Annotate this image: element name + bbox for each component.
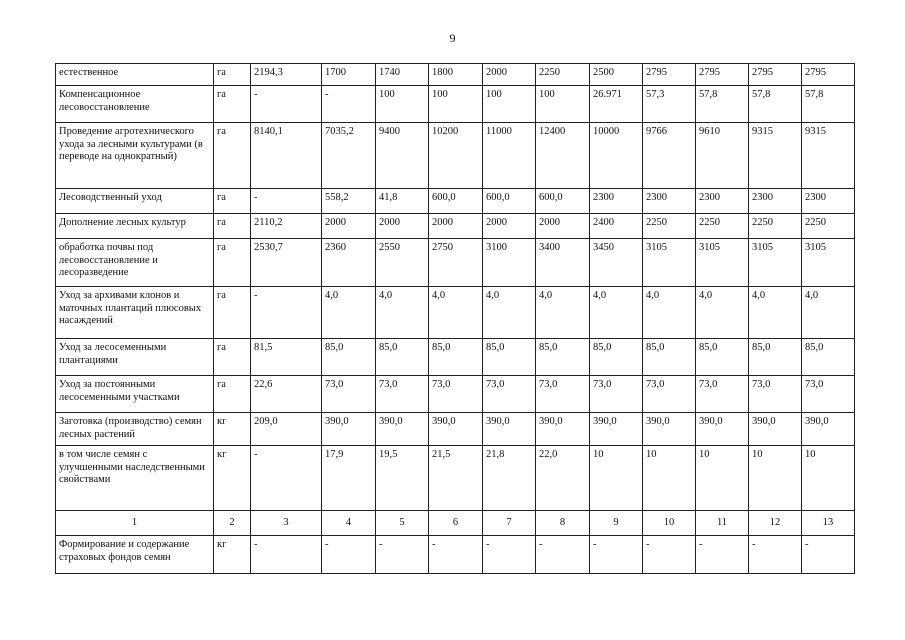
row-unit: га bbox=[214, 123, 251, 189]
column-number: 4 bbox=[322, 511, 376, 536]
value-cell: 10 bbox=[802, 446, 855, 511]
value-cell: 3105 bbox=[802, 239, 855, 287]
table-row bbox=[56, 339, 855, 376]
row-unit: кг bbox=[214, 536, 251, 574]
value-cell: - bbox=[429, 536, 483, 574]
value-cell: - bbox=[251, 86, 322, 123]
value-cell: 1800 bbox=[429, 64, 483, 86]
value-cell: 2250 bbox=[643, 214, 696, 239]
value-cell: 21,8 bbox=[483, 446, 536, 511]
column-number: 1 bbox=[56, 511, 214, 536]
value-cell: 558,2 bbox=[322, 189, 376, 214]
value-cell: 11000 bbox=[483, 123, 536, 189]
value-cell: 2300 bbox=[749, 189, 802, 214]
column-number: 7 bbox=[483, 511, 536, 536]
value-cell: 3105 bbox=[696, 239, 749, 287]
value-cell: 4,0 bbox=[590, 287, 643, 339]
value-cell: 85,0 bbox=[322, 339, 376, 376]
value-cell: - bbox=[643, 536, 696, 574]
column-number: 2 bbox=[214, 511, 251, 536]
value-cell: 73,0 bbox=[590, 376, 643, 413]
row-unit: га bbox=[214, 239, 251, 287]
value-cell: 2300 bbox=[696, 189, 749, 214]
value-cell: 12400 bbox=[536, 123, 590, 189]
column-number: 10 bbox=[643, 511, 696, 536]
value-cell: 10 bbox=[696, 446, 749, 511]
column-number: 11 bbox=[696, 511, 749, 536]
value-cell: 2530,7 bbox=[251, 239, 322, 287]
row-unit: га bbox=[214, 86, 251, 123]
value-cell: 2300 bbox=[802, 189, 855, 214]
value-cell: 1700 bbox=[322, 64, 376, 86]
value-cell: 2360 bbox=[322, 239, 376, 287]
value-cell: 1740 bbox=[376, 64, 429, 86]
value-cell: 85,0 bbox=[802, 339, 855, 376]
value-cell: 4,0 bbox=[802, 287, 855, 339]
column-number: 8 bbox=[536, 511, 590, 536]
table-row bbox=[56, 446, 855, 511]
value-cell: 4,0 bbox=[696, 287, 749, 339]
value-cell: 73,0 bbox=[643, 376, 696, 413]
row-unit: кг bbox=[214, 446, 251, 511]
value-cell: 2000 bbox=[483, 64, 536, 86]
row-label: Компенсационное лесовосстановление bbox=[56, 86, 214, 123]
value-cell: 10200 bbox=[429, 123, 483, 189]
value-cell: 73,0 bbox=[322, 376, 376, 413]
value-cell: - bbox=[483, 536, 536, 574]
value-cell: 2110,2 bbox=[251, 214, 322, 239]
value-cell: 2194,3 bbox=[251, 64, 322, 86]
value-cell: 73,0 bbox=[749, 376, 802, 413]
row-label: обработка почвы под лесовосстановление и лесоразведение bbox=[56, 239, 214, 287]
row-unit: га bbox=[214, 64, 251, 86]
value-cell: 390,0 bbox=[376, 413, 429, 446]
table-row bbox=[56, 239, 855, 287]
value-cell: 390,0 bbox=[590, 413, 643, 446]
value-cell: 9315 bbox=[749, 123, 802, 189]
value-cell: 2000 bbox=[429, 214, 483, 239]
value-cell: - bbox=[322, 86, 376, 123]
value-cell: 3450 bbox=[590, 239, 643, 287]
value-cell: - bbox=[322, 536, 376, 574]
value-cell: 57,8 bbox=[749, 86, 802, 123]
value-cell: 2500 bbox=[590, 64, 643, 86]
value-cell: - bbox=[251, 536, 322, 574]
value-cell: 390,0 bbox=[483, 413, 536, 446]
value-cell: - bbox=[696, 536, 749, 574]
value-cell: 73,0 bbox=[802, 376, 855, 413]
value-cell: 8140,1 bbox=[251, 123, 322, 189]
value-cell: 2750 bbox=[429, 239, 483, 287]
column-number: 3 bbox=[251, 511, 322, 536]
value-cell: 3400 bbox=[536, 239, 590, 287]
value-cell: 390,0 bbox=[696, 413, 749, 446]
value-cell: 3105 bbox=[749, 239, 802, 287]
value-cell: 390,0 bbox=[802, 413, 855, 446]
row-label: Формирование и содержание страховых фондов семян bbox=[56, 536, 214, 574]
row-unit: га bbox=[214, 189, 251, 214]
value-cell: 4,0 bbox=[643, 287, 696, 339]
value-cell: 9315 bbox=[802, 123, 855, 189]
value-cell: - bbox=[802, 536, 855, 574]
value-cell: 73,0 bbox=[429, 376, 483, 413]
value-cell: 2250 bbox=[802, 214, 855, 239]
row-label: Уход за лесосеменными плантациями bbox=[56, 339, 214, 376]
value-cell: 100 bbox=[536, 86, 590, 123]
value-cell: 73,0 bbox=[536, 376, 590, 413]
value-cell: 85,0 bbox=[590, 339, 643, 376]
value-cell: 4,0 bbox=[536, 287, 590, 339]
value-cell: 85,0 bbox=[749, 339, 802, 376]
value-cell: 4,0 bbox=[749, 287, 802, 339]
value-cell: - bbox=[251, 287, 322, 339]
value-cell: 3100 bbox=[483, 239, 536, 287]
row-label: Уход за постоянными лесосеменными участками bbox=[56, 376, 214, 413]
value-cell: 7035,2 bbox=[322, 123, 376, 189]
value-cell: 2795 bbox=[749, 64, 802, 86]
value-cell: 390,0 bbox=[429, 413, 483, 446]
row-label: Заготовка (производство) семян лесных растений bbox=[56, 413, 214, 446]
value-cell: 2250 bbox=[536, 64, 590, 86]
row-unit: га bbox=[214, 339, 251, 376]
value-cell: 2300 bbox=[643, 189, 696, 214]
value-cell: 22,0 bbox=[536, 446, 590, 511]
value-cell: 2795 bbox=[696, 64, 749, 86]
value-cell: 81,5 bbox=[251, 339, 322, 376]
value-cell: 10000 bbox=[590, 123, 643, 189]
value-cell: 85,0 bbox=[696, 339, 749, 376]
value-cell: 100 bbox=[376, 86, 429, 123]
value-cell: - bbox=[376, 536, 429, 574]
column-number: 12 bbox=[749, 511, 802, 536]
value-cell: 10 bbox=[749, 446, 802, 511]
value-cell: 9610 bbox=[696, 123, 749, 189]
table-row bbox=[56, 123, 855, 189]
value-cell: 85,0 bbox=[643, 339, 696, 376]
value-cell: 17,9 bbox=[322, 446, 376, 511]
value-cell: 73,0 bbox=[376, 376, 429, 413]
table-row bbox=[56, 287, 855, 339]
value-cell: 4,0 bbox=[322, 287, 376, 339]
row-label: Лесоводственный уход bbox=[56, 189, 214, 214]
row-unit: га bbox=[214, 214, 251, 239]
value-cell: 390,0 bbox=[643, 413, 696, 446]
value-cell: 85,0 bbox=[429, 339, 483, 376]
page-number: 9 bbox=[449, 31, 456, 45]
column-number: 6 bbox=[429, 511, 483, 536]
value-cell: 2000 bbox=[322, 214, 376, 239]
value-cell: 10 bbox=[643, 446, 696, 511]
value-cell: 57,8 bbox=[802, 86, 855, 123]
value-cell: 41,8 bbox=[376, 189, 429, 214]
value-cell: 2000 bbox=[536, 214, 590, 239]
value-cell: 390,0 bbox=[749, 413, 802, 446]
value-cell: 4,0 bbox=[483, 287, 536, 339]
value-cell: 2550 bbox=[376, 239, 429, 287]
value-cell: - bbox=[590, 536, 643, 574]
value-cell: 85,0 bbox=[483, 339, 536, 376]
value-cell: 85,0 bbox=[376, 339, 429, 376]
row-label: Уход за архивами клонов и маточных плантаций плюсовых насаждений bbox=[56, 287, 214, 339]
row-label: естественное bbox=[56, 64, 214, 86]
value-cell: 2795 bbox=[643, 64, 696, 86]
forestry-table bbox=[55, 63, 855, 574]
table-body bbox=[56, 64, 855, 574]
value-cell: 390,0 bbox=[322, 413, 376, 446]
value-cell: 4,0 bbox=[376, 287, 429, 339]
row-label: Проведение агротехнического ухода за лесными культурами (в переводе на однократный) bbox=[56, 123, 214, 189]
table-row bbox=[56, 536, 855, 574]
row-unit: га bbox=[214, 287, 251, 339]
table-row bbox=[56, 413, 855, 446]
row-unit: га bbox=[214, 376, 251, 413]
value-cell: - bbox=[749, 536, 802, 574]
table-row bbox=[56, 189, 855, 214]
column-number: 9 bbox=[590, 511, 643, 536]
value-cell: 600,0 bbox=[483, 189, 536, 214]
table-row bbox=[56, 64, 855, 86]
value-cell: 85,0 bbox=[536, 339, 590, 376]
value-cell: 57,3 bbox=[643, 86, 696, 123]
value-cell: 600,0 bbox=[429, 189, 483, 214]
table-row bbox=[56, 86, 855, 123]
value-cell: 2250 bbox=[696, 214, 749, 239]
value-cell: 9400 bbox=[376, 123, 429, 189]
row-label: Дополнение лесных культур bbox=[56, 214, 214, 239]
value-cell: 73,0 bbox=[483, 376, 536, 413]
value-cell: 600,0 bbox=[536, 189, 590, 214]
value-cell: 22,6 bbox=[251, 376, 322, 413]
row-unit: кг bbox=[214, 413, 251, 446]
column-number: 5 bbox=[376, 511, 429, 536]
table-row bbox=[56, 214, 855, 239]
value-cell: 57,8 bbox=[696, 86, 749, 123]
value-cell: 10 bbox=[590, 446, 643, 511]
table-row bbox=[56, 376, 855, 413]
value-cell: 100 bbox=[483, 86, 536, 123]
value-cell: 21,5 bbox=[429, 446, 483, 511]
value-cell: 26.971 bbox=[590, 86, 643, 123]
value-cell: 100 bbox=[429, 86, 483, 123]
value-cell: 2300 bbox=[590, 189, 643, 214]
value-cell: 2250 bbox=[749, 214, 802, 239]
value-cell: 9766 bbox=[643, 123, 696, 189]
value-cell: 4,0 bbox=[429, 287, 483, 339]
column-number: 13 bbox=[802, 511, 855, 536]
value-cell: 73,0 bbox=[696, 376, 749, 413]
value-cell: 3105 bbox=[643, 239, 696, 287]
value-cell: - bbox=[536, 536, 590, 574]
value-cell: 2795 bbox=[802, 64, 855, 86]
row-label: в том числе семян с улучшенными наследственными свойствами bbox=[56, 446, 214, 511]
value-cell: 19,5 bbox=[376, 446, 429, 511]
value-cell: 2400 bbox=[590, 214, 643, 239]
value-cell: 2000 bbox=[376, 214, 429, 239]
value-cell: 2000 bbox=[483, 214, 536, 239]
value-cell: 390,0 bbox=[536, 413, 590, 446]
value-cell: - bbox=[251, 446, 322, 511]
value-cell: 209,0 bbox=[251, 413, 322, 446]
value-cell: - bbox=[251, 189, 322, 214]
column-number-row bbox=[56, 511, 855, 536]
